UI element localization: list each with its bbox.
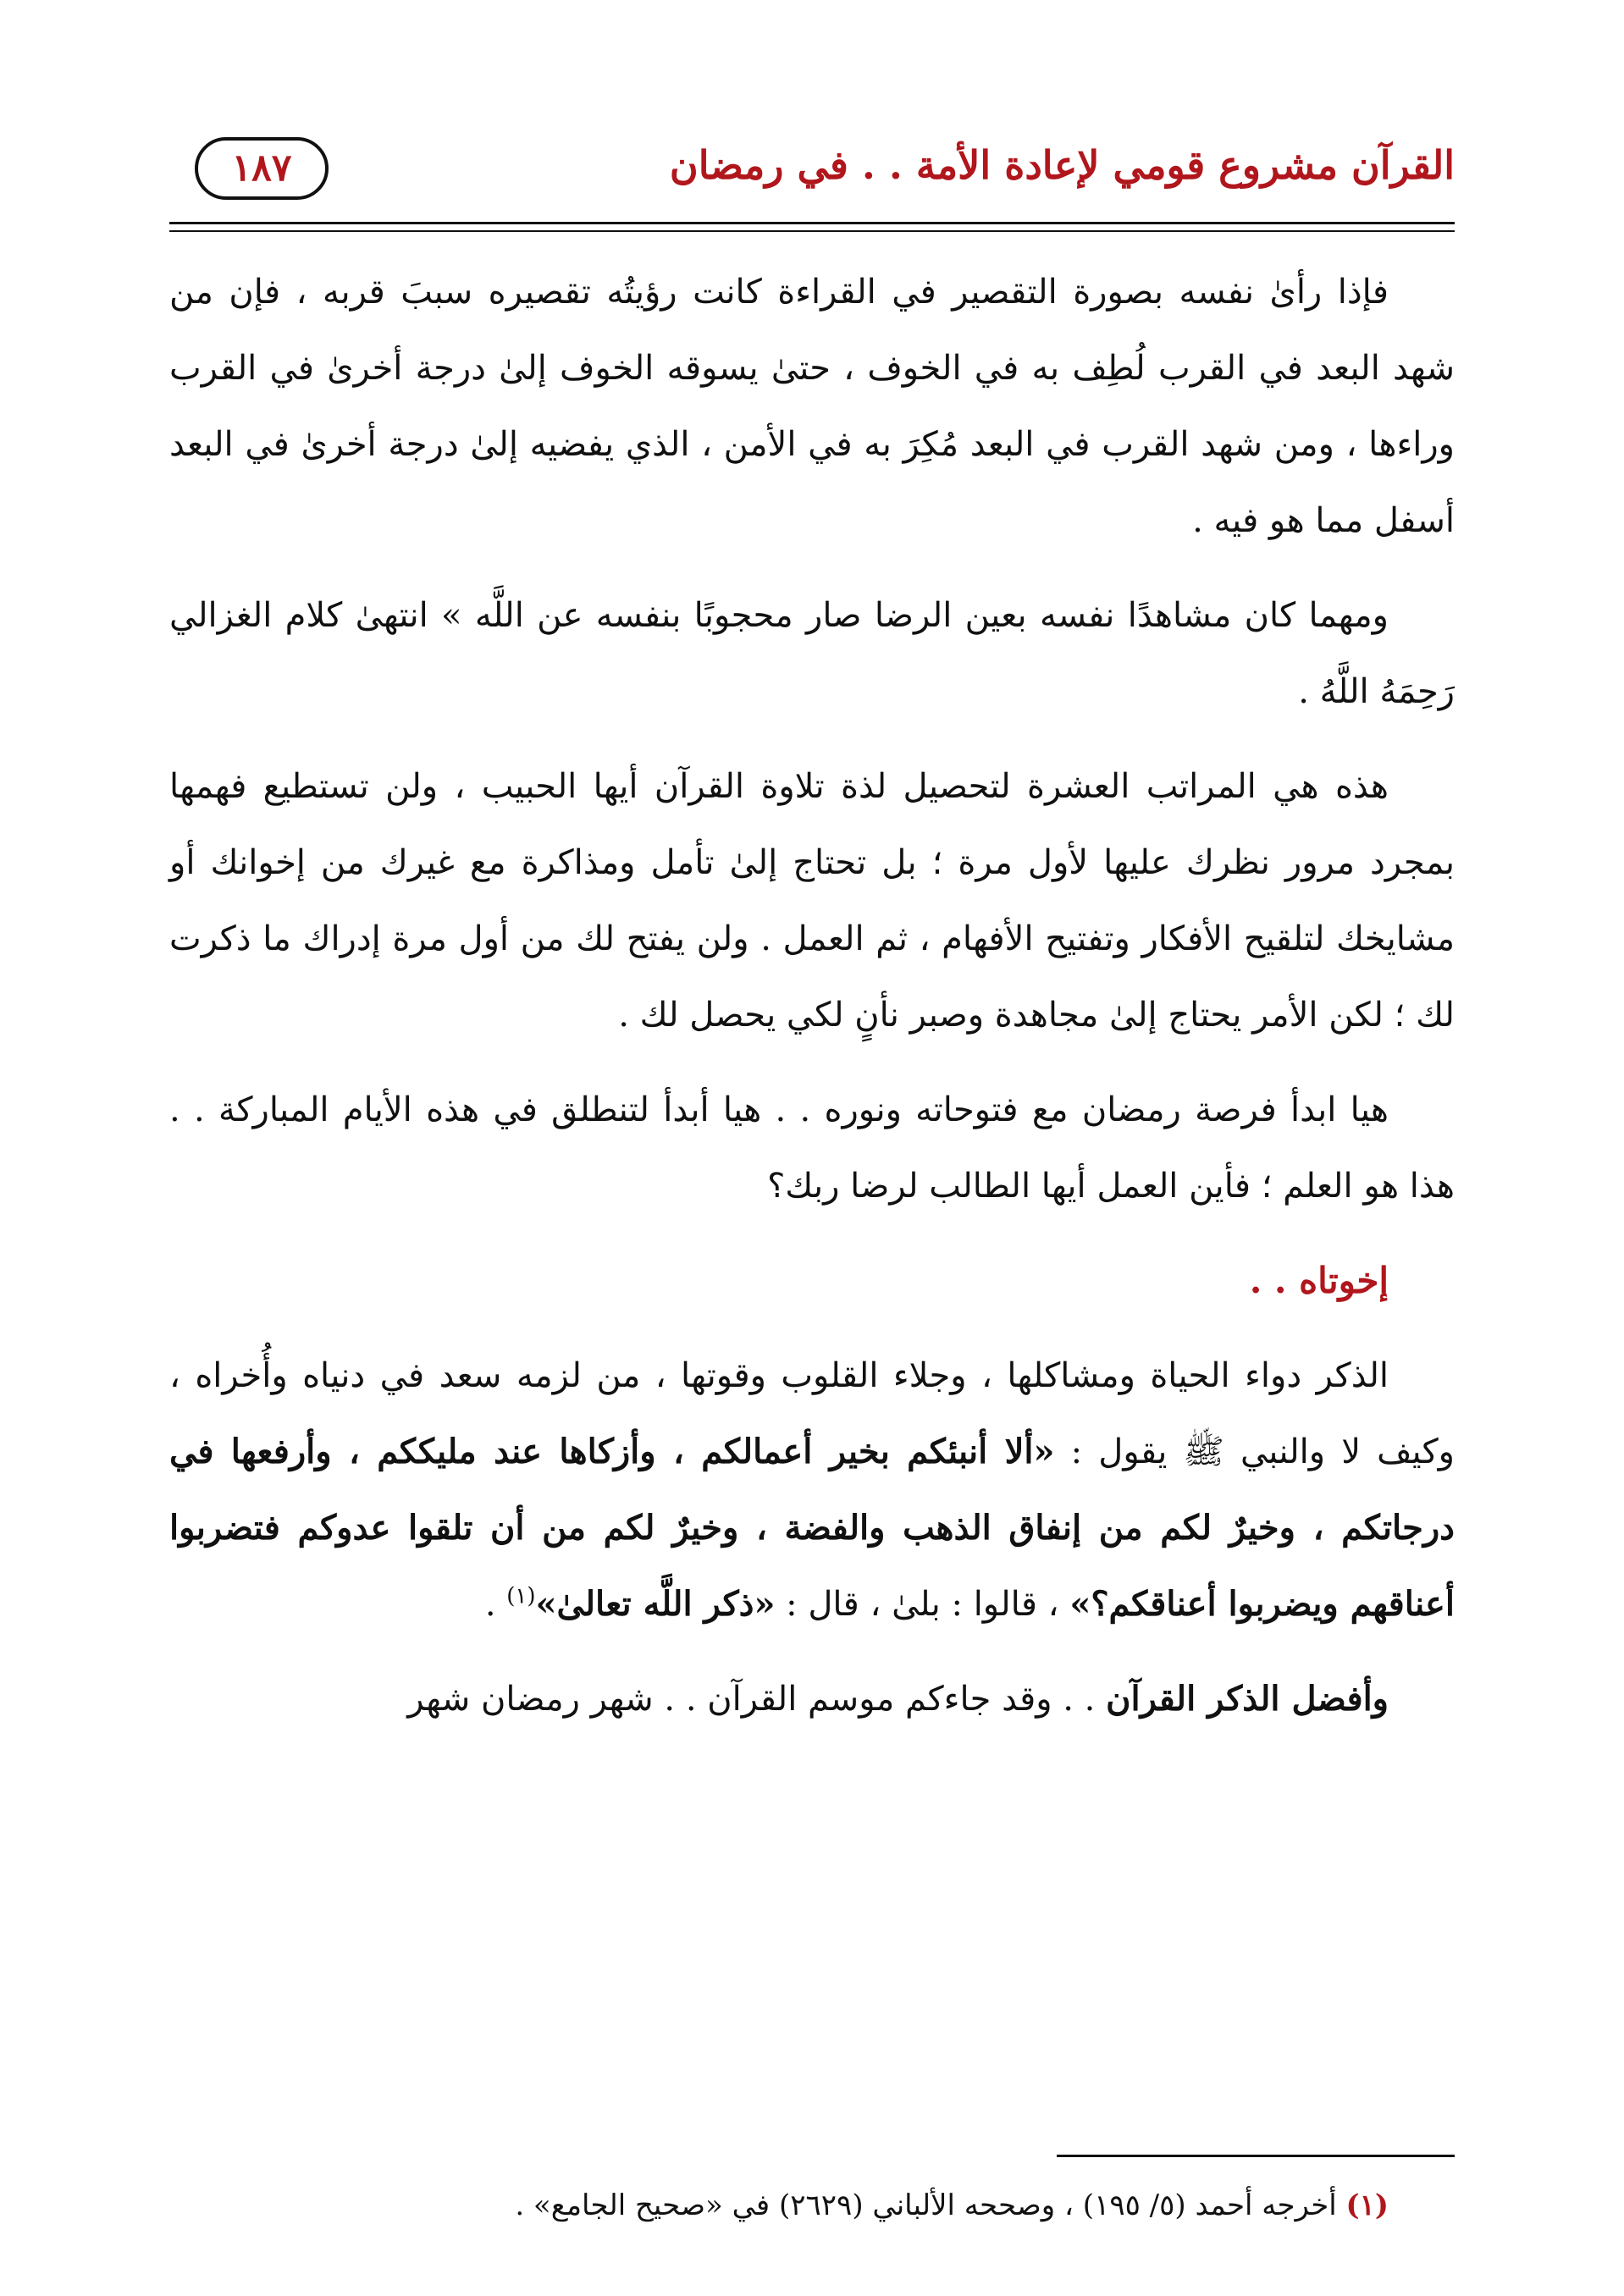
paragraph-5-mid: ، قالوا : بلىٰ ، قال :: [775, 1585, 1070, 1624]
paragraph-6: [169, 1661, 1455, 1737]
hadith-answer: «ذكر اللَّه تعالىٰ»: [535, 1584, 776, 1624]
page-number-badge: ١٨٧: [195, 137, 329, 200]
paragraph-5-end: .: [484, 1585, 507, 1624]
page-header: [169, 127, 1455, 220]
header-rule-top: [169, 222, 1455, 224]
footnote-separator: [1057, 2155, 1455, 2157]
hadith-quote: «ألا أنبئكم بخير أعمالكم ، وأزكاها عند مليككم ، وأرفعها في درجاتكم ، وخيرٌ لكم من إنفاق الذهب والفضة ، وخيرٌ لكم من أن تلقوا عدوكم فتضربوا أعناقهم ويضربوا أعناقكم؟»: [169, 1432, 1455, 1624]
paragraph-6-rest: . . وقد جاءكم موسم القرآن . . شهر رمضان شهر: [407, 1680, 1107, 1719]
paragraph-2: ومهما كان مشاهدًا نفسه بعين الرضا صار محجوبًا بنفسه عن اللَّه » انتهىٰ كلام الغزالي رَحِمَهُ اللَّهُ .: [169, 596, 1455, 711]
paragraph-6-lead: وأفضل الذكر القرآن: [1106, 1679, 1389, 1719]
running-title: القرآن مشروع قومي لإعادة الأمة . . في رمضان: [669, 142, 1455, 188]
main-text: [169, 254, 1455, 1737]
footnote-text: أخرجه أحمد (٥/ ١٩٥) ، وصححه الألباني (٢٦٢٩) في «صحيح الجامع» .: [515, 2188, 1337, 2222]
footnote: [169, 2180, 1455, 2231]
paragraph-5-intro: الذكر دواء الحياة ومشاكلها ، وجلاء القلوب وقوتها ، من لزمه سعد في دنياه وأُخراه ، وكيف لا والنبي ﷺ يقول :: [169, 1356, 1455, 1471]
paragraph-5: [169, 1338, 1455, 1642]
section-heading: إخوتاه . .: [1249, 1260, 1389, 1301]
paragraph-4: هيا ابدأ فرصة رمضان مع فتوحاته ونوره . . هيا أبدأ لتنطلق في هذه الأيام المباركة . . هذا هو العلم ؛ فأين العمل أيها الطالب لرضا ربك؟: [169, 1090, 1455, 1206]
header-rule-bottom: [169, 230, 1455, 232]
paragraph-3: هذه هي المراتب العشرة لتحصيل لذة تلاوة القرآن أيها الحبيب ، ولن تستطيع فهمها بمجرد مرور نظرك عليها لأول مرة ؛ بل تحتاج إلىٰ تأمل ومذاكرة مع غيرك من إخوانك أو مشايخك لتلقيح الأفكار وتفتيح الأفهام ، ثم العمل . ولن يفتح لك من أول مرة إدراك ما ذكرت لك ؛ لكن الأمر يحتاج إلىٰ مجاهدة وصبر نأنٍ لكي يحصل لك .: [169, 767, 1455, 1035]
footnote-number: (١): [1345, 2188, 1389, 2222]
paragraph-1: فإذا رأىٰ نفسه بصورة التقصير في القراءة كانت رؤيتُه تقصيره سببَ قربه ، فإن من شهد البعد في القرب لُطِف به في الخوف ، حتىٰ يسوقه الخوف إلىٰ درجة أخرىٰ في القرب وراءها ، ومن شهد القرب في البعد مُكِرَ به في الأمن ، الذي يفضيه إلىٰ درجة أخرىٰ في البعد أسفل مما هو فيه .: [169, 273, 1455, 540]
footnote-marker[interactable]: (١): [506, 1583, 536, 1609]
